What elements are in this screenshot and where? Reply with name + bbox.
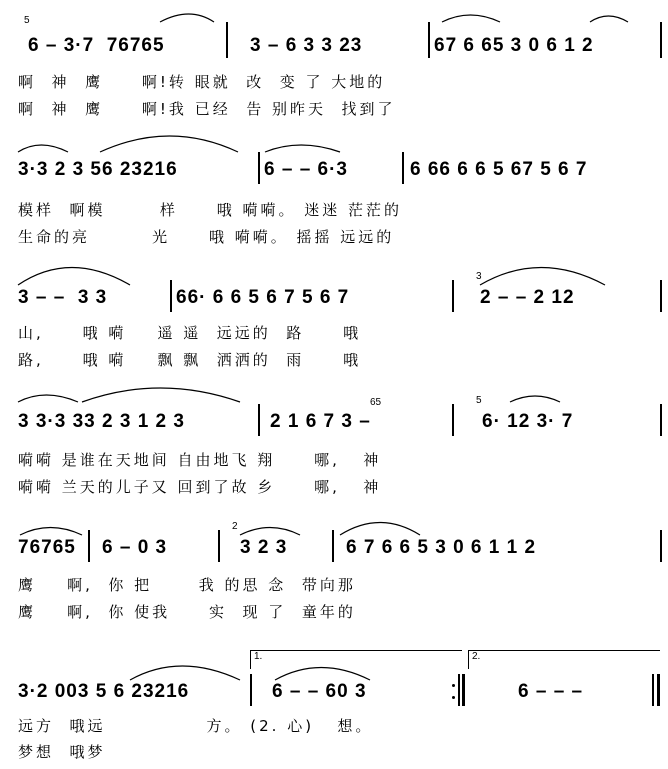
barline (258, 152, 260, 184)
barline (170, 280, 172, 312)
notes-measure: 6 – – 60 3 (272, 681, 367, 702)
notes-measure: 3 2 3 (240, 537, 288, 558)
lyric-verse-1: 远方 哦远 方。 (2. 心) 想。 (18, 717, 374, 735)
notes-measure: 66· 6 6 5 6 7 5 6 7 (176, 287, 350, 308)
grace-note: 2 (232, 521, 238, 532)
barline (218, 530, 220, 562)
notes-measure: 6 – 0 3 (102, 537, 168, 558)
notes-measure: 3 – – 3 3 (18, 287, 108, 308)
notes-measure: 3 – 6 3 3 23 (250, 35, 363, 56)
notes-measure: 6 7 6 6 5 3 0 6 1 1 2 (346, 537, 537, 558)
notes-measure: 3 3·3 33 2 3 1 2 3 (18, 411, 185, 432)
grace-note: 3 (476, 271, 482, 282)
notes-measure: 6 – – – (518, 681, 584, 702)
lyric-verse-1: 鹰 啊, 你 把 我 的思 念 带向那 (18, 576, 356, 594)
final-barline (652, 674, 654, 706)
barline (660, 530, 662, 562)
notes-measure: 6 66 6 6 5 67 5 6 7 (410, 159, 588, 180)
notes-measure: 3·3 2 3 56 23216 (18, 159, 178, 180)
barline (428, 22, 430, 58)
repeat-dot (452, 696, 455, 699)
notes-measure: 76765 (18, 537, 76, 558)
barline (88, 530, 90, 562)
notes-measure: 2 – – 2 12 (480, 287, 575, 308)
first-ending-bracket: 1. (250, 650, 462, 669)
lyric-verse-2: 啊 神 鹰 啊!我 已经 告 别昨天 找到了 (18, 100, 396, 118)
notes-measure: 6· 12 3· 7 (482, 411, 574, 432)
lyric-verse-2: 梦想 哦梦 (18, 743, 106, 761)
lyric-verse-2: 路, 哦 嗬 飘 飘 洒洒的 雨 哦 (18, 351, 362, 369)
notes-measure: 6 – – 6·3 (264, 159, 348, 180)
barline (660, 404, 662, 436)
lyric-verse-1: 模样 啊模 样 哦 嗬嗬。 迷迷 茫茫的 (18, 201, 403, 219)
notes-measure: 3·2 003 5 6 23216 (18, 681, 190, 702)
lyric-verse-1: 嗬嗬 是谁在天地间 自由地飞 翔 哪, 神 (18, 451, 382, 469)
barline (660, 22, 662, 58)
notes-measure: 2 1 6 7 3 – (270, 411, 371, 432)
barline (660, 280, 662, 312)
lyric-verse-1: 啊 神 鹰 啊!转 眼就 改 变 了 大地的 (18, 73, 386, 91)
final-barline-thick (657, 674, 660, 706)
second-ending-bracket: 2. (468, 650, 660, 669)
grace-note: 5 (476, 395, 482, 406)
lyric-verse-2: 嗬嗬 兰天的儿子又 回到了故 乡 哪, 神 (18, 478, 382, 496)
repeat-dot (452, 684, 455, 687)
lyric-verse-2: 鹰 啊, 你 使我 实 现 了 童年的 (18, 603, 356, 621)
barline (332, 530, 334, 562)
notes-measure: 67 6 65 3 0 6 1 2 (434, 35, 594, 56)
barline (402, 152, 404, 184)
grace-note: 65 (370, 397, 382, 408)
barline (452, 280, 454, 312)
barline (226, 22, 228, 58)
barline (258, 404, 260, 436)
grace-note: 5 (24, 15, 30, 26)
lyric-verse-2: 生命的亮 光 哦 嗬嗬。 摇摇 远远的 (18, 228, 395, 246)
barline (452, 404, 454, 436)
lyric-verse-1: 山, 哦 嗬 遥 遥 远远的 路 哦 (18, 324, 362, 342)
repeat-barline (458, 674, 460, 706)
repeat-barline-thick (462, 674, 465, 706)
barline (250, 674, 252, 706)
notes-measure: 6 – 3·7 76765 (28, 35, 165, 56)
